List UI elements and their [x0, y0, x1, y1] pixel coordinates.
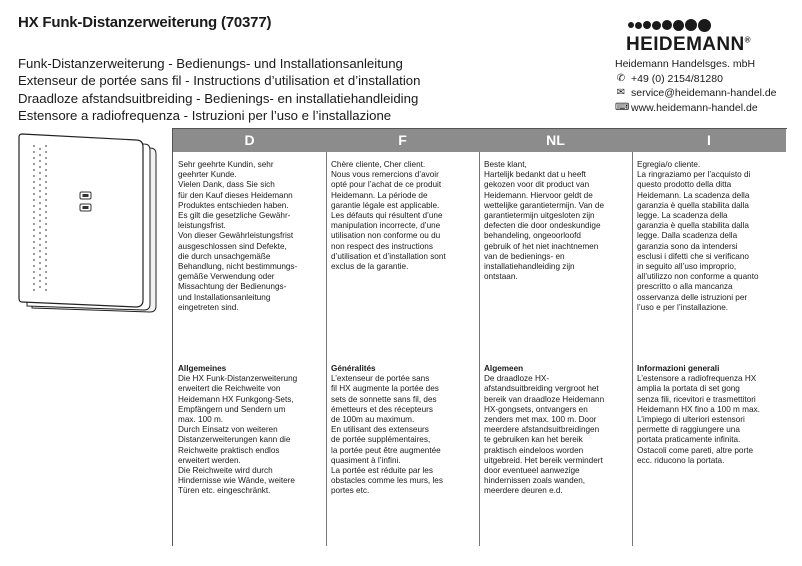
general-section-nl	[484, 364, 629, 497]
column-fr	[326, 129, 480, 546]
general-title-it: Informazioni generali	[637, 364, 720, 373]
intro-text-de: Sehr geehrte Kundin, sehr geehrter Kunde. Vielen Dank, dass Sie sich für den Kauf dieses Heidemann Produktes entschieden haben. Es gilt die gesetzliche Gewähr- leistungsfrist. Von dieser Gewährleistungsfrist ausgeschlossen sind Defekte, die durch unsachgemäße Behandlung, nicht bestimmungs- gemäße Verwendung oder Missachtung der Bedienungs- und Installationsanleitung eingetreten sind.	[178, 160, 298, 312]
intro-text-nl: Beste klant, Hartelijk bedankt dat u heeft gekozen voor dit product van Heidemann. Hiervoor geldt de wettelijke garantietermijn. Van de garantietermijn uitgesloten zijn defecten die door ondeskundige behandeling, ongeoorloofd gebruik of het niet inachtnemen van de bedienings- en installatiehandleiding zijn ontstaan.	[484, 160, 604, 282]
column-header-nl: NL	[479, 129, 632, 152]
general-title-nl: Algemeen	[484, 364, 524, 373]
general-title-fr: Généralités	[331, 364, 376, 373]
column-header-fr: F	[326, 129, 479, 152]
column-header-it: I	[632, 129, 786, 152]
intro-text-fr: Chère cliente, Cher client. Nous vous remercions d’avoir opté pour l’achat de ce produit Heidemann. La période de garantie légale est applicable. Les défauts qui résultent d’une manipulation incorrecte, d’une utilisation non conforme ou du non respect des instructions d’utilisation et d’installation sont exclus de la garantie.	[331, 160, 446, 272]
web-row: ⌨ www.heidemann-handel.de	[615, 101, 758, 114]
general-text-nl: De draadloze HX- afstandsuitbreiding vergroot het bereik van draadloze Heidemann HX-gongsets, ontvangers en zenders met max. 100 m. Door meerdere afstandsuitbreidingen te gebruiken kan het bereik praktisch eindeloos worden uitgebreid. Het bereik vermindert door eventueel aanwezige hindernissen zoals wanden, meerdere deuren e.d.	[484, 374, 605, 496]
company-name: Heidemann Handelsges. mbH	[615, 58, 756, 70]
general-text-fr: L’extenseur de portée sans fil HX augmente la portée des sets de sonnette sans fil, des émetteurs et des récepteurs de 100m au maximum. En utilisant des extenseurs de portée supplémentaires, la portée peut être augmentée quasiment à l’infini. La portée est réduite par les obstacles comme les murs, les portes etc.	[331, 374, 443, 496]
headline-nl: Draadloze afstandsuitbreiding - Bedienings- en installatiehandleiding	[18, 90, 419, 106]
general-text-de: Die HX Funk-Distanzerweiterung erweitert die Reichweite von Heidemann HX Funkgong-Sets, Empfängern und Sendern um max. 100 m. Durch Einsatz von weiteren Distanzerweiterungen kann die Reichweite praktisch endlos erweitert werden. Die Reichweite wird durch Hindernisse wie Wände, weitere Türen etc. eingeschränkt.	[178, 374, 298, 496]
general-title-de: Allgemeines	[178, 364, 227, 373]
general-section-fr	[331, 364, 476, 497]
heidemann-logo	[626, 18, 791, 56]
column-nl	[479, 129, 633, 546]
headline-block	[18, 55, 420, 124]
column-de	[173, 129, 327, 546]
intro-text-it: Egregia/o cliente. La ringraziamo per l’acquisto di questo prodotto della ditta Heidemann. La scadenza della garanzia è quella stabilita dalla legge. La scadenza della garanzia è quella stabilita dalla legge. Dalla scadenza della garanzia sono da intendersi esclusi i difetti che si verificano in seguito all’uso improprio, all’utilizzo non conforme a quanto prescritto o alla mancanza osservanza delle istruzioni per l’uso e per l’installazione.	[637, 160, 759, 312]
general-text-it: L’estensore a radiofrequenza HX amplia la portata di set gong senza fili, ricevitori e trasmettitori Heidemann HX fino a 100 m max. L’impiego di ulteriori estensori permette di raggiungere una portata praticamente infinita. Ostacoli come pareti, altre porte ecc. riducono la portata.	[637, 374, 760, 465]
headline-fr: Extenseur de portée sans fil - Instructions d’utilisation et d’installation	[18, 73, 421, 89]
headline-it: Estensore a radiofrequenza - Istruzioni per l’uso e l’installazione	[18, 107, 392, 123]
email-row: ✉ service@heidemann-handel.de	[616, 87, 777, 100]
phone-icon: ✆	[616, 72, 626, 84]
envelope-icon: ✉	[616, 87, 626, 99]
column-header-de: D	[173, 129, 326, 152]
computer-icon: ⌨	[615, 101, 630, 113]
general-section-it	[637, 364, 783, 466]
document-title: HX Funk-Distanzerweiterung (70377)	[18, 14, 272, 31]
headline-de: Funk-Distanzerweiterung - Bedienungs- und Installationsanleitung	[18, 56, 403, 71]
range-extender-device-illustration	[18, 132, 158, 314]
logo-dots-icon	[628, 18, 791, 32]
phone-row: ✆ +49 (0) 2154/81280	[616, 72, 723, 85]
column-it	[632, 129, 786, 546]
brand-name: HEIDEMANN®	[626, 34, 751, 55]
contact-block	[615, 57, 777, 115]
instructions-table	[172, 128, 787, 546]
general-section-de	[178, 364, 323, 497]
